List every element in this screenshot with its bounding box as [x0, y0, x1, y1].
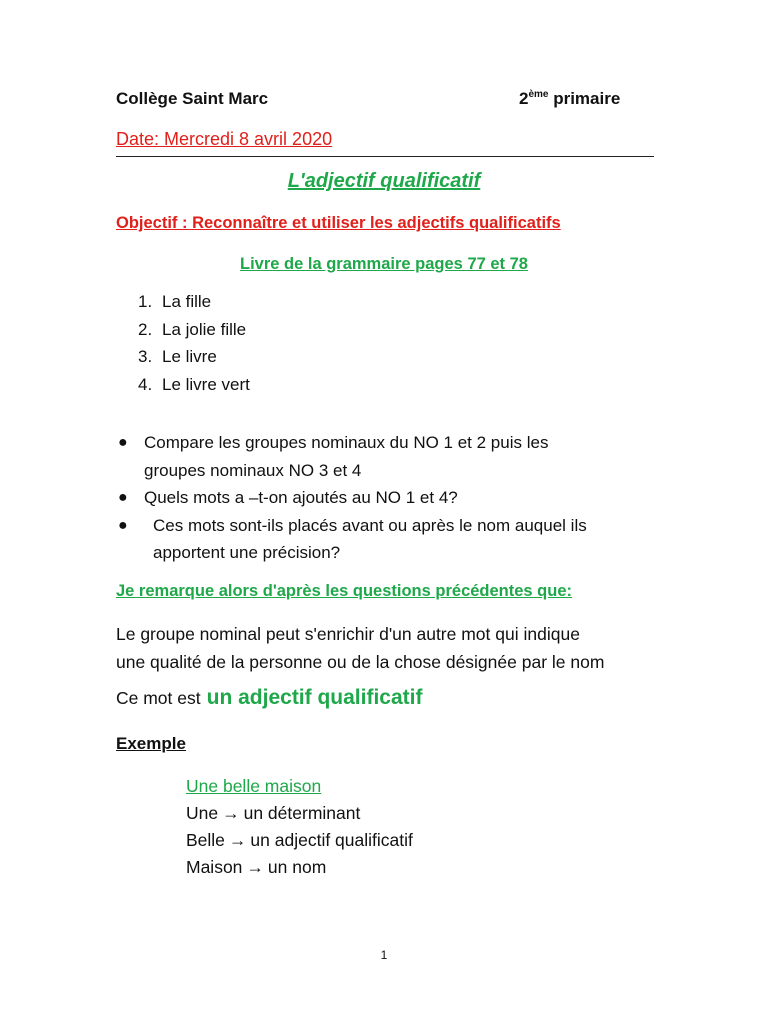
remark-heading: Je remarque alors d'après les questions précédentes que: [116, 582, 573, 600]
bullet-item [118, 429, 587, 484]
example-line [186, 827, 413, 854]
example-phrase: Une belle maison [186, 776, 322, 796]
example-line [186, 854, 413, 881]
definition-line [116, 686, 422, 710]
grade-label [519, 89, 620, 109]
grade-superscript: ème [528, 89, 549, 100]
list-item [138, 374, 250, 402]
definition-highlight: un adjectif qualificatif [206, 686, 423, 709]
list-text: La jolie fille [162, 319, 247, 339]
bullet-text-line: apportent une précision? [153, 543, 341, 562]
grade-word: primaire [548, 89, 621, 108]
explanation-paragraph [116, 620, 604, 676]
bullet-item [118, 484, 587, 512]
grade-number: 2 [519, 89, 529, 108]
list-text: Le livre vert [162, 374, 250, 394]
list-number: 2. [138, 319, 153, 339]
date-line: Date: Mercredi 8 avril 2020 [116, 129, 333, 149]
page-number: 1 [380, 948, 388, 962]
example-word: Maison [186, 857, 243, 877]
example-definition: un nom [267, 857, 327, 877]
list-item [138, 319, 250, 347]
example-line [186, 800, 413, 827]
bullet-icon: ● [118, 434, 128, 451]
right-arrow-icon: → [228, 830, 247, 850]
example-definition: un adjectif qualificatif [250, 830, 413, 850]
bullet-text-line: Quels mots a –t-on ajoutés au NO 1 et 4? [144, 488, 458, 507]
bullet-text-line: Compare les groupes nominaux du NO 1 et 2 puis les [144, 433, 549, 452]
paragraph-line: une qualité de la personne ou de la chose désignée par le nom [116, 652, 605, 672]
school-name: Collège Saint Marc [116, 89, 269, 108]
bullet-item [118, 512, 587, 567]
example-heading: Exemple [116, 734, 186, 753]
list-number: 1. [138, 292, 153, 311]
objective-line: Objectif : Reconnaître et utiliser les adjectifs qualificatifs [116, 214, 561, 232]
list-item [138, 346, 250, 374]
paragraph-line: Le groupe nominal peut s'enrichir d'un autre mot qui indique [116, 624, 580, 644]
example-definition: un déterminant [243, 803, 361, 823]
list-number: 3. [138, 347, 153, 366]
bullet-icon: ● [118, 489, 128, 506]
list-number: 4. [138, 374, 153, 394]
bullet-icon: ● [118, 516, 128, 534]
bullet-text-line: Ces mots sont-ils placés avant ou après le nom auquel ils [153, 515, 587, 535]
book-reference: Livre de la grammaire pages 77 et 78 [240, 255, 528, 273]
list-item [138, 291, 250, 319]
list-text: Le livre [162, 347, 217, 366]
example-word: Une [186, 803, 219, 823]
numbered-list [138, 291, 250, 401]
definition-prefix: Ce mot est [116, 688, 201, 708]
bullet-text-line: groupes nominaux NO 3 et 4 [144, 460, 362, 480]
right-arrow-icon: → [222, 803, 240, 823]
example-block [186, 773, 413, 881]
header-divider [116, 156, 654, 157]
right-arrow-icon: → [246, 857, 264, 877]
list-text: La fille [162, 292, 212, 311]
example-word: Belle [186, 830, 225, 850]
page-title: L'adjectif qualificatif [287, 170, 481, 192]
bullet-list [118, 429, 587, 567]
